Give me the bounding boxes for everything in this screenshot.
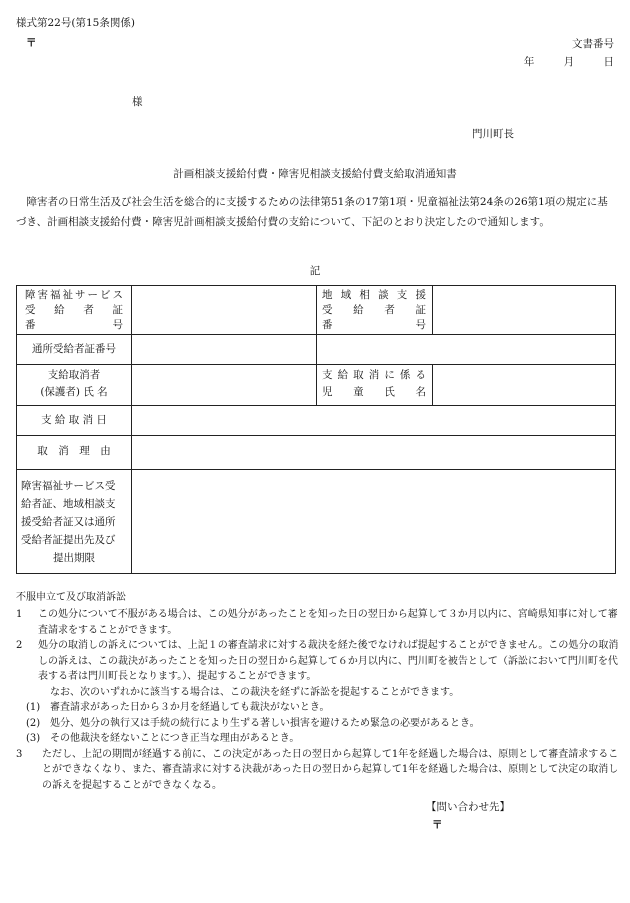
submission-label-4: 受給者証提出先及び xyxy=(21,534,116,546)
subitem-number: (2) xyxy=(26,717,41,729)
day-service-card-label: 通所受給者証番号 xyxy=(32,343,116,355)
date-line: 年 月 日 xyxy=(523,56,614,68)
document-number-label: 文書番号 xyxy=(572,38,614,50)
disability-service-card-label-2: 受 給 者 証 xyxy=(25,304,123,316)
subitem-text: 審査請求があった日から３か月を経過しても裁決がないとき。 xyxy=(50,702,330,713)
note-item xyxy=(16,607,620,638)
note-text: 処分の取消しの訴えについては、上記１の審査請求に対する裁決を経た後でなければ提起することができません。この処分の取消しの訴えは、この裁決があったことを知った日の翌日から起算して６か月以内に、門川町を被告として（訴訟において門川町を代表する者は門川町長となります。）、提起することができます。 xyxy=(38,640,619,682)
subitem-text: その他裁決を経ないことにつき正当な理由があるとき。 xyxy=(50,733,300,744)
note-text: この処分について不服がある場合は、この処分があったことを知った日の翌日から起算して３か月以内に、宮崎県知事に対して審査請求をすることができます。 xyxy=(38,609,618,636)
community-support-card-label-3: 番 号 xyxy=(322,319,426,331)
postal-mark: 〒 xyxy=(26,37,37,49)
document-title: 計画相談支援給付費・障害児相談支援給付費支給取消通知書 xyxy=(173,168,457,180)
subitem-number: (1) xyxy=(26,702,41,713)
child-name-label-1: 支 給 取 消 に 係 る xyxy=(322,369,426,381)
form-number: 様式第22号(第15条関係) xyxy=(16,17,135,29)
addressee-suffix: 様 xyxy=(132,96,143,108)
submission-label-1: 障害福祉サービス受 xyxy=(21,480,116,492)
note-text: ただし、上記の期間が経過する前に、この決定があった日の翌日から起算して1年を経過した場合は、原則として審査請求することができなくなり、また、審査請求に対する決裁があった日の翌日から起算して1年を経過した場合は、原則として決定の取消しの訴えを提起することができなくなる。 xyxy=(42,748,619,791)
ki-marker: 記 xyxy=(309,265,321,277)
note-subitem xyxy=(16,731,620,747)
child-name-label-2: 児 童 氏 名 xyxy=(322,386,426,398)
recipient-name-label-1: 支給取消者 xyxy=(47,369,101,381)
community-support-card-label-2: 受 給 者 証 xyxy=(322,304,426,316)
subitem-number: (3) xyxy=(26,733,41,744)
note-item xyxy=(16,638,620,685)
notes-heading: 不服申立て及び取消訴訟 xyxy=(16,592,126,603)
cancel-reason-label: 取 消 理 由 xyxy=(37,445,111,457)
submission-label-3: 援受給者証又は通所 xyxy=(21,516,116,528)
body-paragraph: 障害者の日常生活及び社会生活を総合的に支援するための法律第51条の17第1項・児童福祉法第24条の26第1項の規定に基づき、計画相談支援給付費・障害児計画相談支援給付費の支給について、下記のとおり決定したので通知します。 xyxy=(16,196,608,228)
notes-list xyxy=(16,607,620,793)
note-number: 1 xyxy=(16,609,23,620)
note-item2-extra: なお、次のいずれかに該当する場合は、この裁決を経ずに訴訟を提起することができます。 xyxy=(50,686,460,698)
issuer: 門川町長 xyxy=(472,128,514,140)
community-support-card-label-1: 地 域 相 談 支 援 xyxy=(322,289,426,301)
submission-label-5: 提出期限 xyxy=(53,552,95,564)
note-subitem xyxy=(16,700,620,716)
cancel-date-label: 支 給 取 消 日 xyxy=(41,414,107,426)
note-number: 3 xyxy=(16,748,23,760)
inquiry-postal-mark: 〒 xyxy=(432,819,443,831)
inquiry-label: 【問い合わせ先】 xyxy=(426,801,510,813)
subitem-text: 処分、処分の執行又は手続の続行により生ずる著しい損害を避けるため緊急の必要があるとき。 xyxy=(50,717,480,729)
disability-service-card-label-3: 番 号 xyxy=(25,319,123,331)
note-item xyxy=(16,747,620,794)
details-table xyxy=(16,285,616,574)
note-subitem xyxy=(16,716,620,732)
submission-label-2: 給者証、地域相談支 xyxy=(21,498,116,510)
note-number: 2 xyxy=(16,640,23,651)
disability-service-card-label-1: 障害福祉サービス xyxy=(25,289,123,301)
recipient-name-label-2: (保護者) 氏 名 xyxy=(40,386,108,398)
